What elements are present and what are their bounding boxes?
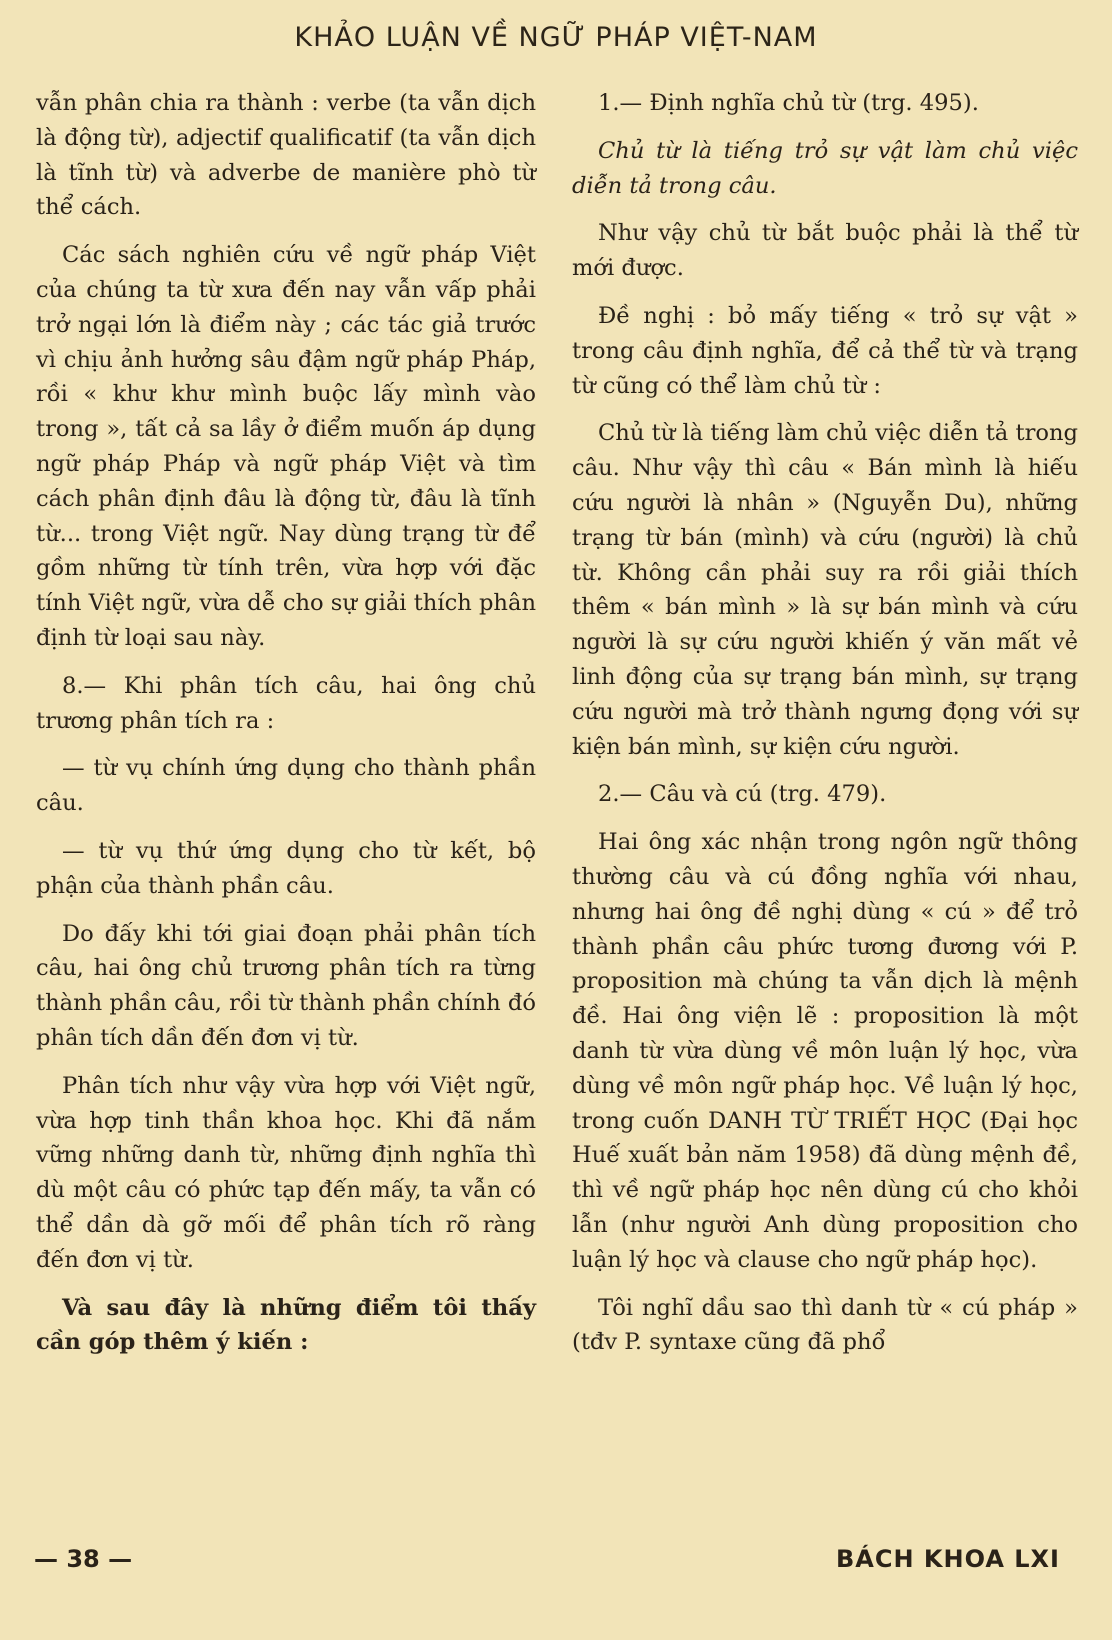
- left-column: [36, 86, 536, 1373]
- section-heading: 1.— Định nghĩa chủ từ (trg. 495).: [598, 90, 979, 116]
- paragraph: Và sau đây là những điểm tôi thấy cần góp thêm ý kiến :: [36, 1294, 536, 1356]
- paragraph: Tôi nghĩ dầu sao thì danh từ « cú pháp » (tđv P. syntaxe cũng đã phổ: [572, 1294, 1078, 1356]
- paragraph: Đề nghị : bỏ mấy tiếng « trỏ sự vật » trong câu định nghĩa, để cả thể từ và trạng từ cũng có thể làm chủ từ :: [572, 302, 1078, 399]
- paragraph: Chủ từ là tiếng làm chủ việc diễn tả trong câu. Như vậy thì câu « Bán mình là hiếu cứu người là nhân » (Nguyễn Du), những trạng từ bán (mình) và cứu (người) là chủ từ. Không cần phải suy ra rồi giải thích thêm « bán mình » là sự bán mình và cứu người là sự cứu người khiến ý văn mất vẻ linh động của sự trạng bán mình, sự trạng cứu người mà trở thành ngưng đọng với sự kiện bán mình, sự kiện cứu người.: [572, 420, 1078, 760]
- paragraph: Như vậy chủ từ bắt buộc phải là thể từ mới được.: [572, 220, 1078, 282]
- paragraph: Các sách nghiên cứu về ngữ pháp Việt của chúng ta từ xưa đến nay vẫn vấp phải trở ngại lớn là điểm này ; các tác giả trước vì chịu ảnh hưởng sâu đậm ngữ pháp Pháp, rồi « khư khư mình buộc lấy mình vào trong », tất cả sa lầy ở điểm muốn áp dụng ngữ pháp Pháp và ngữ pháp Việt và tìm cách phân định đâu là động từ, đâu là tĩnh từ... trong Việt ngữ. Nay dùng trạng từ để gồm những từ tính trên, vừa hợp với đặc tính Việt ngữ, vừa dễ cho sự giải thích phân định từ loại sau này.: [36, 242, 536, 651]
- right-column: [572, 86, 1078, 1373]
- paragraph: vẫn phân chia ra thành : verbe (ta vẫn dịch là động từ), adjectif qualificatif (ta vẫn dịch là tĩnh từ) và adverbe de manière phò từ thể cách.: [36, 90, 536, 221]
- paragraph: Do đấy khi tới giai đoạn phải phân tích câu, hai ông chủ trương phân tích ra từng thành phần câu, rồi từ thành phần chính đó phân tích dần đến đơn vị từ.: [36, 920, 536, 1051]
- section-heading: 2.— Câu và cú (trg. 479).: [598, 781, 887, 808]
- paragraph: Hai ông xác nhận trong ngôn ngữ thông thường câu và cú đồng nghĩa với nhau, nhưng hai ông đề nghị dùng « cú » để trỏ thành phần câu phức tương đương với P. proposition mà chúng ta vẫn dịch là mệnh đề. Hai ông viện lẽ : proposition là một danh từ vừa dùng về môn luận lý học, vừa dùng về môn ngữ pháp học. Về luận lý học, trong cuốn DANH TỪ TRIẾT HỌC (Đại học Huế xuất bản năm 1958) đã dùng mệnh đề, thì về ngữ pháp học nên dùng cú cho khỏi lẫn (như người Anh dùng proposition cho luận lý học và clause cho ngữ pháp học).: [572, 829, 1078, 1273]
- paragraph: — từ vụ thứ ứng dụng cho từ kết, bộ phận của thành phần câu.: [36, 837, 536, 899]
- definition: Chủ từ là tiếng trỏ sự vật làm chủ việc diễn tả trong câu.: [572, 137, 1078, 199]
- paragraph: — từ vụ chính ứng dụng cho thành phần câu.: [36, 755, 536, 817]
- paragraph: 8.— Khi phân tích câu, hai ông chủ trương phân tích ra :: [36, 672, 536, 734]
- running-header: KHẢO LUẬN VỀ NGỮ PHÁP VIỆT-NAM: [294, 22, 818, 53]
- page-number: — 38 —: [34, 1545, 133, 1573]
- magazine-name: BÁCH KHOA LXI: [835, 1545, 1060, 1573]
- paragraph: Phân tích như vậy vừa hợp với Việt ngữ, vừa hợp tinh thần khoa học. Khi đã nắm vững những danh từ, những định nghĩa thì dù một câu có phức tạp đến mấy, ta vẫn có thể dần dà gỡ mối để phân tích rõ ràng đến đơn vị từ.: [36, 1072, 536, 1273]
